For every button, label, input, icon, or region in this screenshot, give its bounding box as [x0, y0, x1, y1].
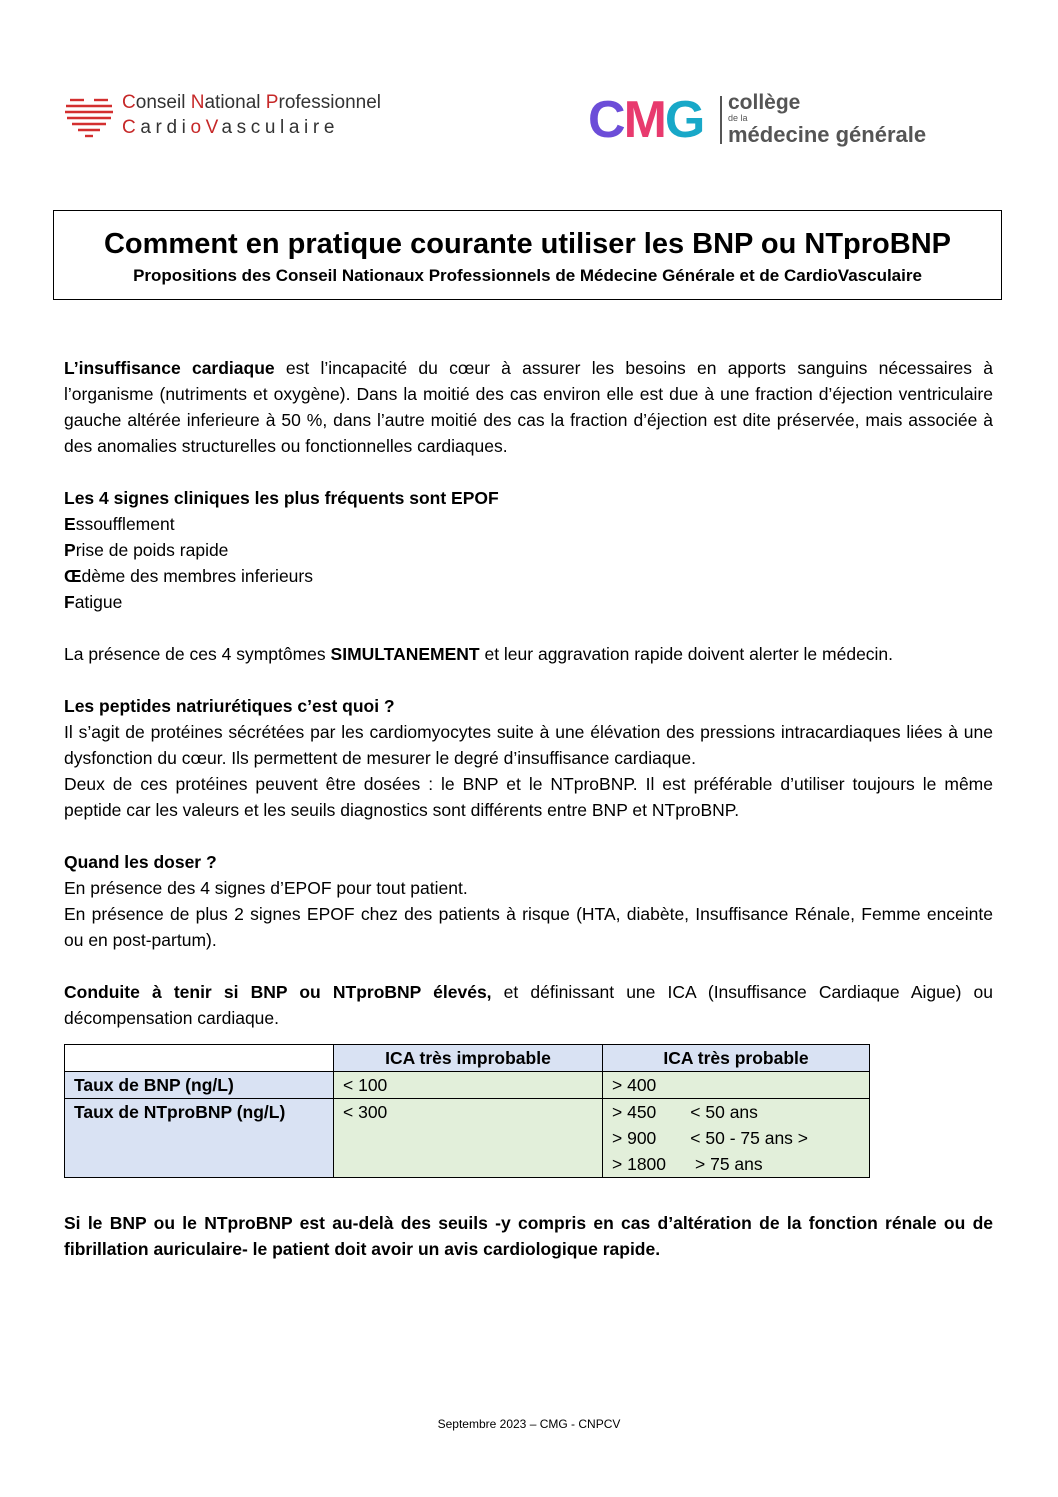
sign-item: Fatigue: [64, 592, 123, 612]
table-cell: < 100: [334, 1072, 603, 1099]
when-paragraph-2: En présence de plus 2 signes EPOF chez des patients à risque (HTA, diabète, Insuffisance Rénale, Femme enceinte ou en post-partum).: [64, 904, 993, 950]
table-row-label: Taux de BNP (ng/L): [65, 1072, 334, 1099]
document-body: [64, 355, 993, 1262]
table-row: [65, 1072, 870, 1099]
cmg-logo: [588, 92, 988, 152]
sign-item: Prise de poids rapide: [64, 540, 229, 560]
when-heading: Quand les doser ?: [64, 852, 217, 872]
peptides-heading: Les peptides natriurétiques c’est quoi ?: [64, 696, 395, 716]
alert-paragraph: La présence de ces 4 symptômes SIMULTANEMENT et leur aggravation rapide doivent alerter le médecin.: [64, 644, 894, 664]
cmg-logo-letters: CMG: [588, 91, 704, 149]
table-header-cell: ICA très improbable: [334, 1045, 603, 1072]
cmg-logo-line1: collège: [728, 91, 801, 114]
sign-item: Essoufflement: [64, 514, 175, 534]
ica-threshold-table: [64, 1044, 870, 1178]
cnp-logo-line2: CardioVasculaire: [122, 117, 339, 138]
table-header-cell: ICA très probable: [603, 1045, 870, 1072]
peptides-paragraph-1: Il s’agit de protéines sécrétées par les cardiomyocytes suite à une élévation des pressions intracardiaques liées à une dysfonction du cœur. Ils permettent de mesurer le degré d’insuffisance cardiaque.: [64, 722, 993, 768]
table-row: [65, 1099, 870, 1178]
age-threshold-line: > 900 < 50 - 75 ans >: [612, 1128, 809, 1148]
table-header-row: [65, 1045, 870, 1072]
title-box: [53, 210, 1002, 300]
age-threshold-line: > 450 < 50 ans: [612, 1102, 758, 1122]
table-cell-age-thresholds: [603, 1099, 870, 1178]
page-title: Comment en pratique courante utiliser les BNP ou NTproBNP: [103, 228, 952, 260]
table-row-label: Taux de NTproBNP (ng/L): [65, 1099, 334, 1178]
intro-bold: L’insuffisance cardiaque: [64, 358, 275, 378]
table-cell: > 400: [603, 1072, 870, 1099]
heart-logo-icon: [64, 94, 114, 138]
peptides-paragraph-2: Deux de ces protéines peuvent être dosées : le BNP et le NTproBNP. Il est préférable d’utiliser toujours le même peptide car les valeurs et les seuils diagnostics sont différents entre BNP et NTproBNP.: [64, 774, 993, 820]
cmg-logo-line2: de la: [728, 113, 748, 123]
cnp-logo: [64, 90, 444, 142]
cmg-logo-line3: médecine générale: [728, 122, 927, 147]
conduct-paragraph: Conduite à tenir si BNP ou NTproBNP élevés, et définissant une ICA (Insuffisance Cardiaque Aigue) ou décompensation cardiaque.: [64, 982, 993, 1028]
when-paragraph-1: En présence des 4 signes d’EPOF pour tout patient.: [64, 878, 468, 898]
page-footer: Septembre 2023 – CMG - CNPCV: [437, 1417, 621, 1431]
intro-paragraph: [64, 355, 993, 459]
age-threshold-line: > 1800 > 75 ans: [612, 1154, 763, 1174]
signs-heading: Les 4 signes cliniques les plus fréquents sont EPOF: [64, 488, 499, 508]
table-cell: < 300: [334, 1099, 603, 1178]
conclusion-paragraph: Si le BNP ou le NTproBNP est au-delà des seuils -y compris en cas d’altération de la fonction rénale ou de fibrillation auriculaire- le patient doit avoir un avis cardiologique rapide.: [64, 1213, 993, 1259]
page-subtitle: Propositions des Conseil Nationaux Professionnels de Médecine Générale et de CardioVasculaire: [133, 266, 922, 285]
table-corner-cell: [65, 1045, 334, 1072]
cmg-logo-separator: [720, 96, 722, 144]
intro-text: est l’incapacité du cœur à assurer les besoins en apports sanguins nécessaires à l’organisme (nutriments et oxygène). Dans la moitié des cas environ elle est due à une fraction d’éjection ventriculaire gauche altérée inferieure à 50 %, dans l’autre moitié des cas la fraction d’éjection est dite préservée, mais associée à des anomalies structurelles ou fonctionnelles cardiaques.: [64, 358, 994, 456]
cnp-logo-line1: Conseil National Professionnel: [122, 92, 382, 113]
sign-item: Œdème des membres inferieurs: [64, 566, 313, 586]
